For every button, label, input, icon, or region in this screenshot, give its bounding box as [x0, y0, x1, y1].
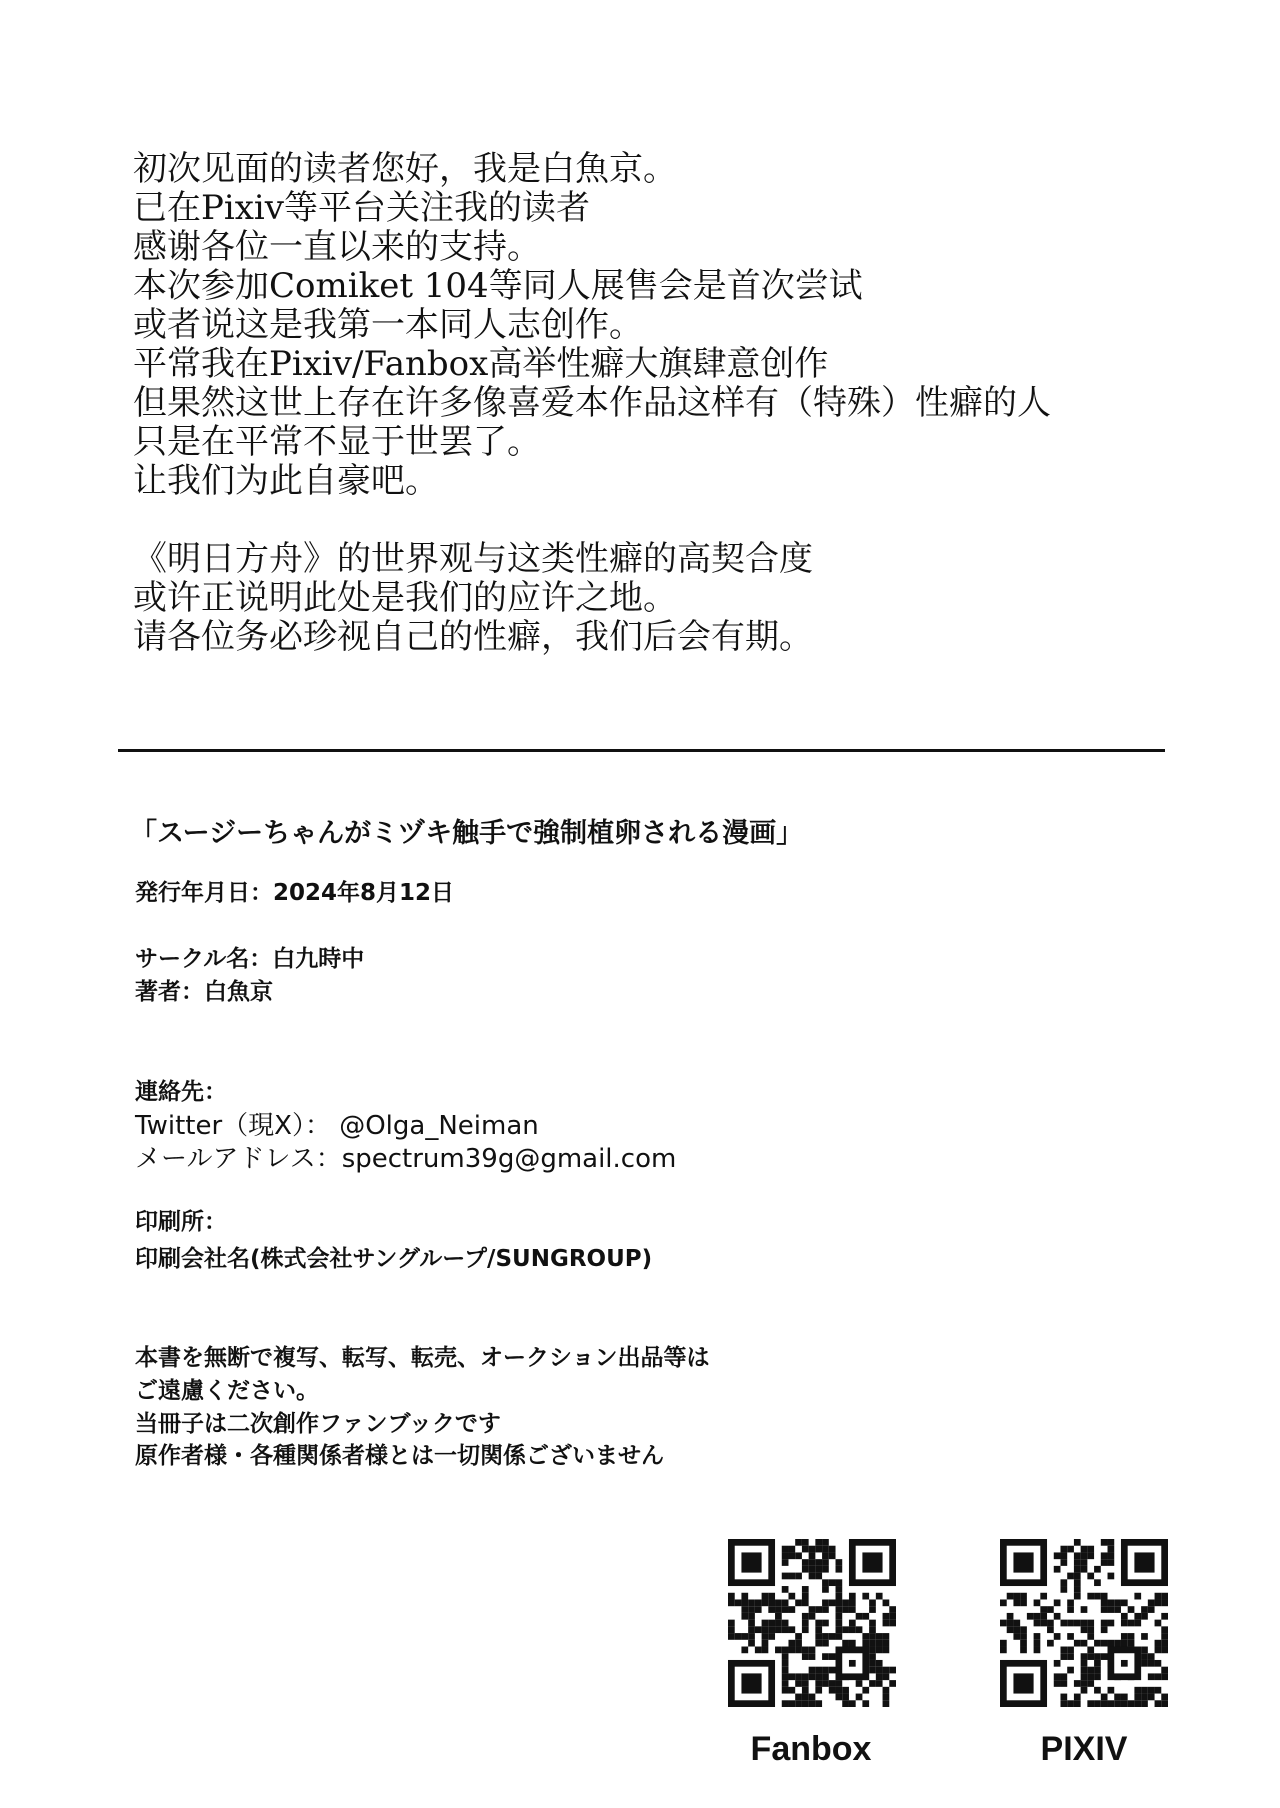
message-line: 感谢各位一直以来的支持。: [133, 227, 541, 267]
printer-label: 印刷所：: [135, 1209, 227, 1235]
message-line: 已在Pixiv等平台关注我的读者: [133, 188, 591, 228]
email-contact: メールアドレス：spectrum39g@gmail.com: [135, 1144, 677, 1174]
divider: [118, 749, 1165, 752]
circle-name: サークル名：白九時中: [135, 946, 365, 972]
pixiv-qr-code: [998, 1539, 1170, 1707]
contact-label: 連絡先：: [135, 1079, 227, 1105]
fanbox-qr-label: Fanbox: [750, 1730, 872, 1768]
afterword-message: [133, 150, 1051, 657]
publish-date: 発行年月日：2024年8月12日: [135, 880, 455, 906]
twitter-contact: Twitter（現X）： @Olga_Neiman: [135, 1111, 539, 1141]
message-line: 或者说这是我第一本同人志创作。: [133, 305, 643, 345]
notice-line: 当冊子は二次創作ファンブックです: [135, 1411, 501, 1437]
message-line: 本次参加Comiket 104等同人展售会是首次尝试: [133, 266, 863, 306]
fanbox-qr-code: [726, 1539, 898, 1707]
author-name: 著者：白魚京: [135, 979, 273, 1005]
printer-name: 印刷会社名(株式会社サングループ/SUNGROUP): [135, 1246, 653, 1272]
notice-line: 本書を無断で複写、転写、転売、オークション出品等は: [135, 1345, 710, 1371]
message-line: 让我们为此自豪吧。: [133, 461, 439, 501]
notice-line: ご遠慮ください。: [135, 1378, 319, 1404]
message-line: 平常我在Pixiv/Fanbox高举性癖大旗肆意创作: [133, 344, 829, 384]
message-line: 请各位务必珍视自己的性癖，我们后会有期。: [133, 617, 813, 657]
message-line: 初次见面的读者您好，我是白魚京。: [133, 149, 677, 189]
notice-line: 原作者様・各種関係者様とは一切関係ございません: [135, 1443, 664, 1469]
pixiv-qr-label: PIXIV: [1040, 1730, 1128, 1768]
message-line: 但果然这世上存在许多像喜爱本作品这样有（特殊）性癖的人: [133, 383, 1051, 423]
book-title: 「スージーちゃんがミヅキ触手で強制植卵される漫画」: [130, 818, 804, 849]
message-line: 《明日方舟》的世界观与这类性癖的高契合度: [133, 539, 813, 579]
message-line: 只是在平常不显于世罢了。: [133, 422, 541, 462]
message-line: 或许正说明此处是我们的应许之地。: [133, 578, 677, 618]
